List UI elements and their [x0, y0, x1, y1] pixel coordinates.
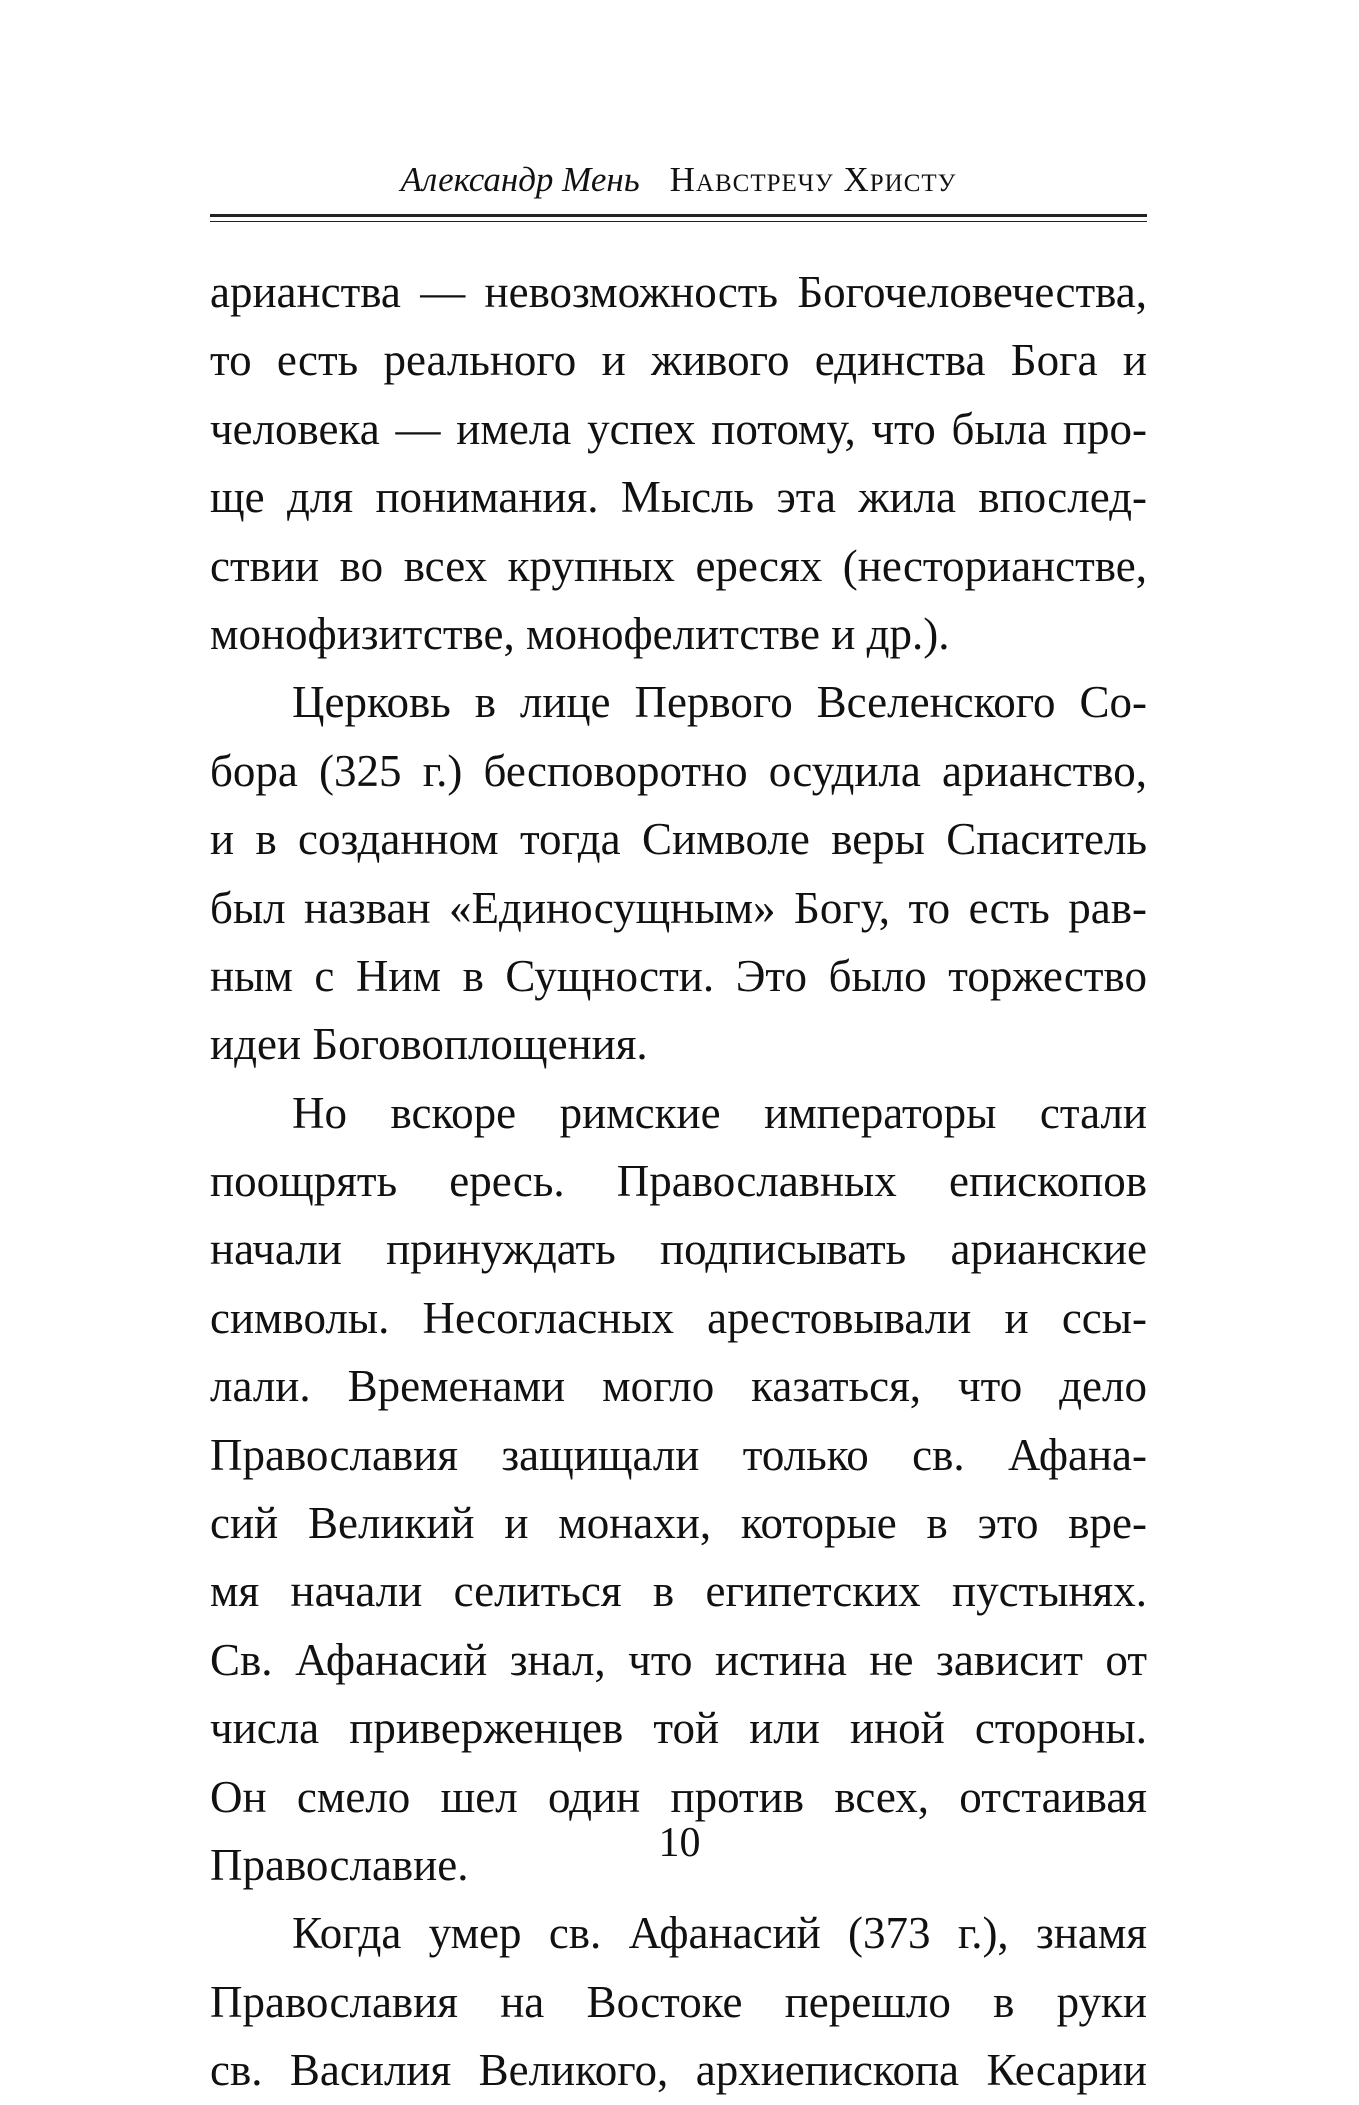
- header-rule-thick: [210, 214, 1147, 217]
- running-head-author: Александр Мень: [400, 160, 640, 199]
- text-line: св. Василия Великого, архиепископа Кесарии: [210, 2045, 1147, 2096]
- text-line: Когда умер св. Афанасий (373 г.), знамя: [292, 1908, 1147, 1959]
- text-line: лали. Временами могло казаться, что дело: [210, 1361, 1147, 1412]
- text-line: человека — имела успех потому, что была про-: [210, 403, 1147, 454]
- text-line: Православие.: [210, 1839, 469, 1890]
- running-head-title: Навстречу Христу: [669, 160, 957, 199]
- text-line: ще для понимания. Мысль эта жила впослед-: [210, 472, 1147, 523]
- text-line: монофизитстве, монофелитстве и др.).: [210, 608, 950, 659]
- text-line: поощрять ересь. Православных епископов: [210, 1156, 1147, 1207]
- text-line: Он смело шел один против всех, отстаивая: [210, 1771, 1147, 1822]
- text-line: идеи Боговоплощения.: [210, 1019, 648, 1070]
- text-line: то есть реального и живого единства Бога и: [210, 335, 1147, 386]
- text-line: числа приверженцев той или иной стороны.: [210, 1703, 1147, 1754]
- text-line: ствии во всех крупных ересях (несторианстве,: [210, 540, 1147, 591]
- text-line: ным с Ним в Сущности. Это было торжество: [210, 950, 1147, 1001]
- text-line: был назван «Единосущным» Богу, то есть рав-: [210, 882, 1147, 933]
- page-number: 10: [658, 1820, 701, 1866]
- text-line: Св. Афанасий знал, что истина не зависит от: [210, 1634, 1147, 1685]
- text-line: сий Великий и монахи, которые в это вре-: [210, 1498, 1147, 1549]
- text-line: арианства — невозможность Богочеловечества,: [210, 267, 1147, 317]
- header-rule-thin: [210, 221, 1147, 222]
- text-line: Православия защищали только св. Афана-: [210, 1429, 1147, 1480]
- text-line: символы. Несогласных арестовывали и ссы-: [210, 1292, 1147, 1343]
- text-line: и в созданном тогда Символе веры Спаситель: [210, 814, 1147, 865]
- text-line: Но вскоре римские императоры стали: [292, 1087, 1147, 1138]
- text-line: начали принуждать подписывать арианские: [210, 1224, 1147, 1275]
- running-head: [210, 158, 1147, 202]
- text-line: Церковь в лице Первого Вселенского Со-: [292, 677, 1147, 728]
- text-line: Православия на Востоке перешло в руки: [210, 1976, 1147, 2027]
- text-line: бора (325 г.) бесповоротно осудила арианство,: [210, 745, 1147, 796]
- text-line: мя начали селиться в египетских пустынях.: [210, 1566, 1147, 1617]
